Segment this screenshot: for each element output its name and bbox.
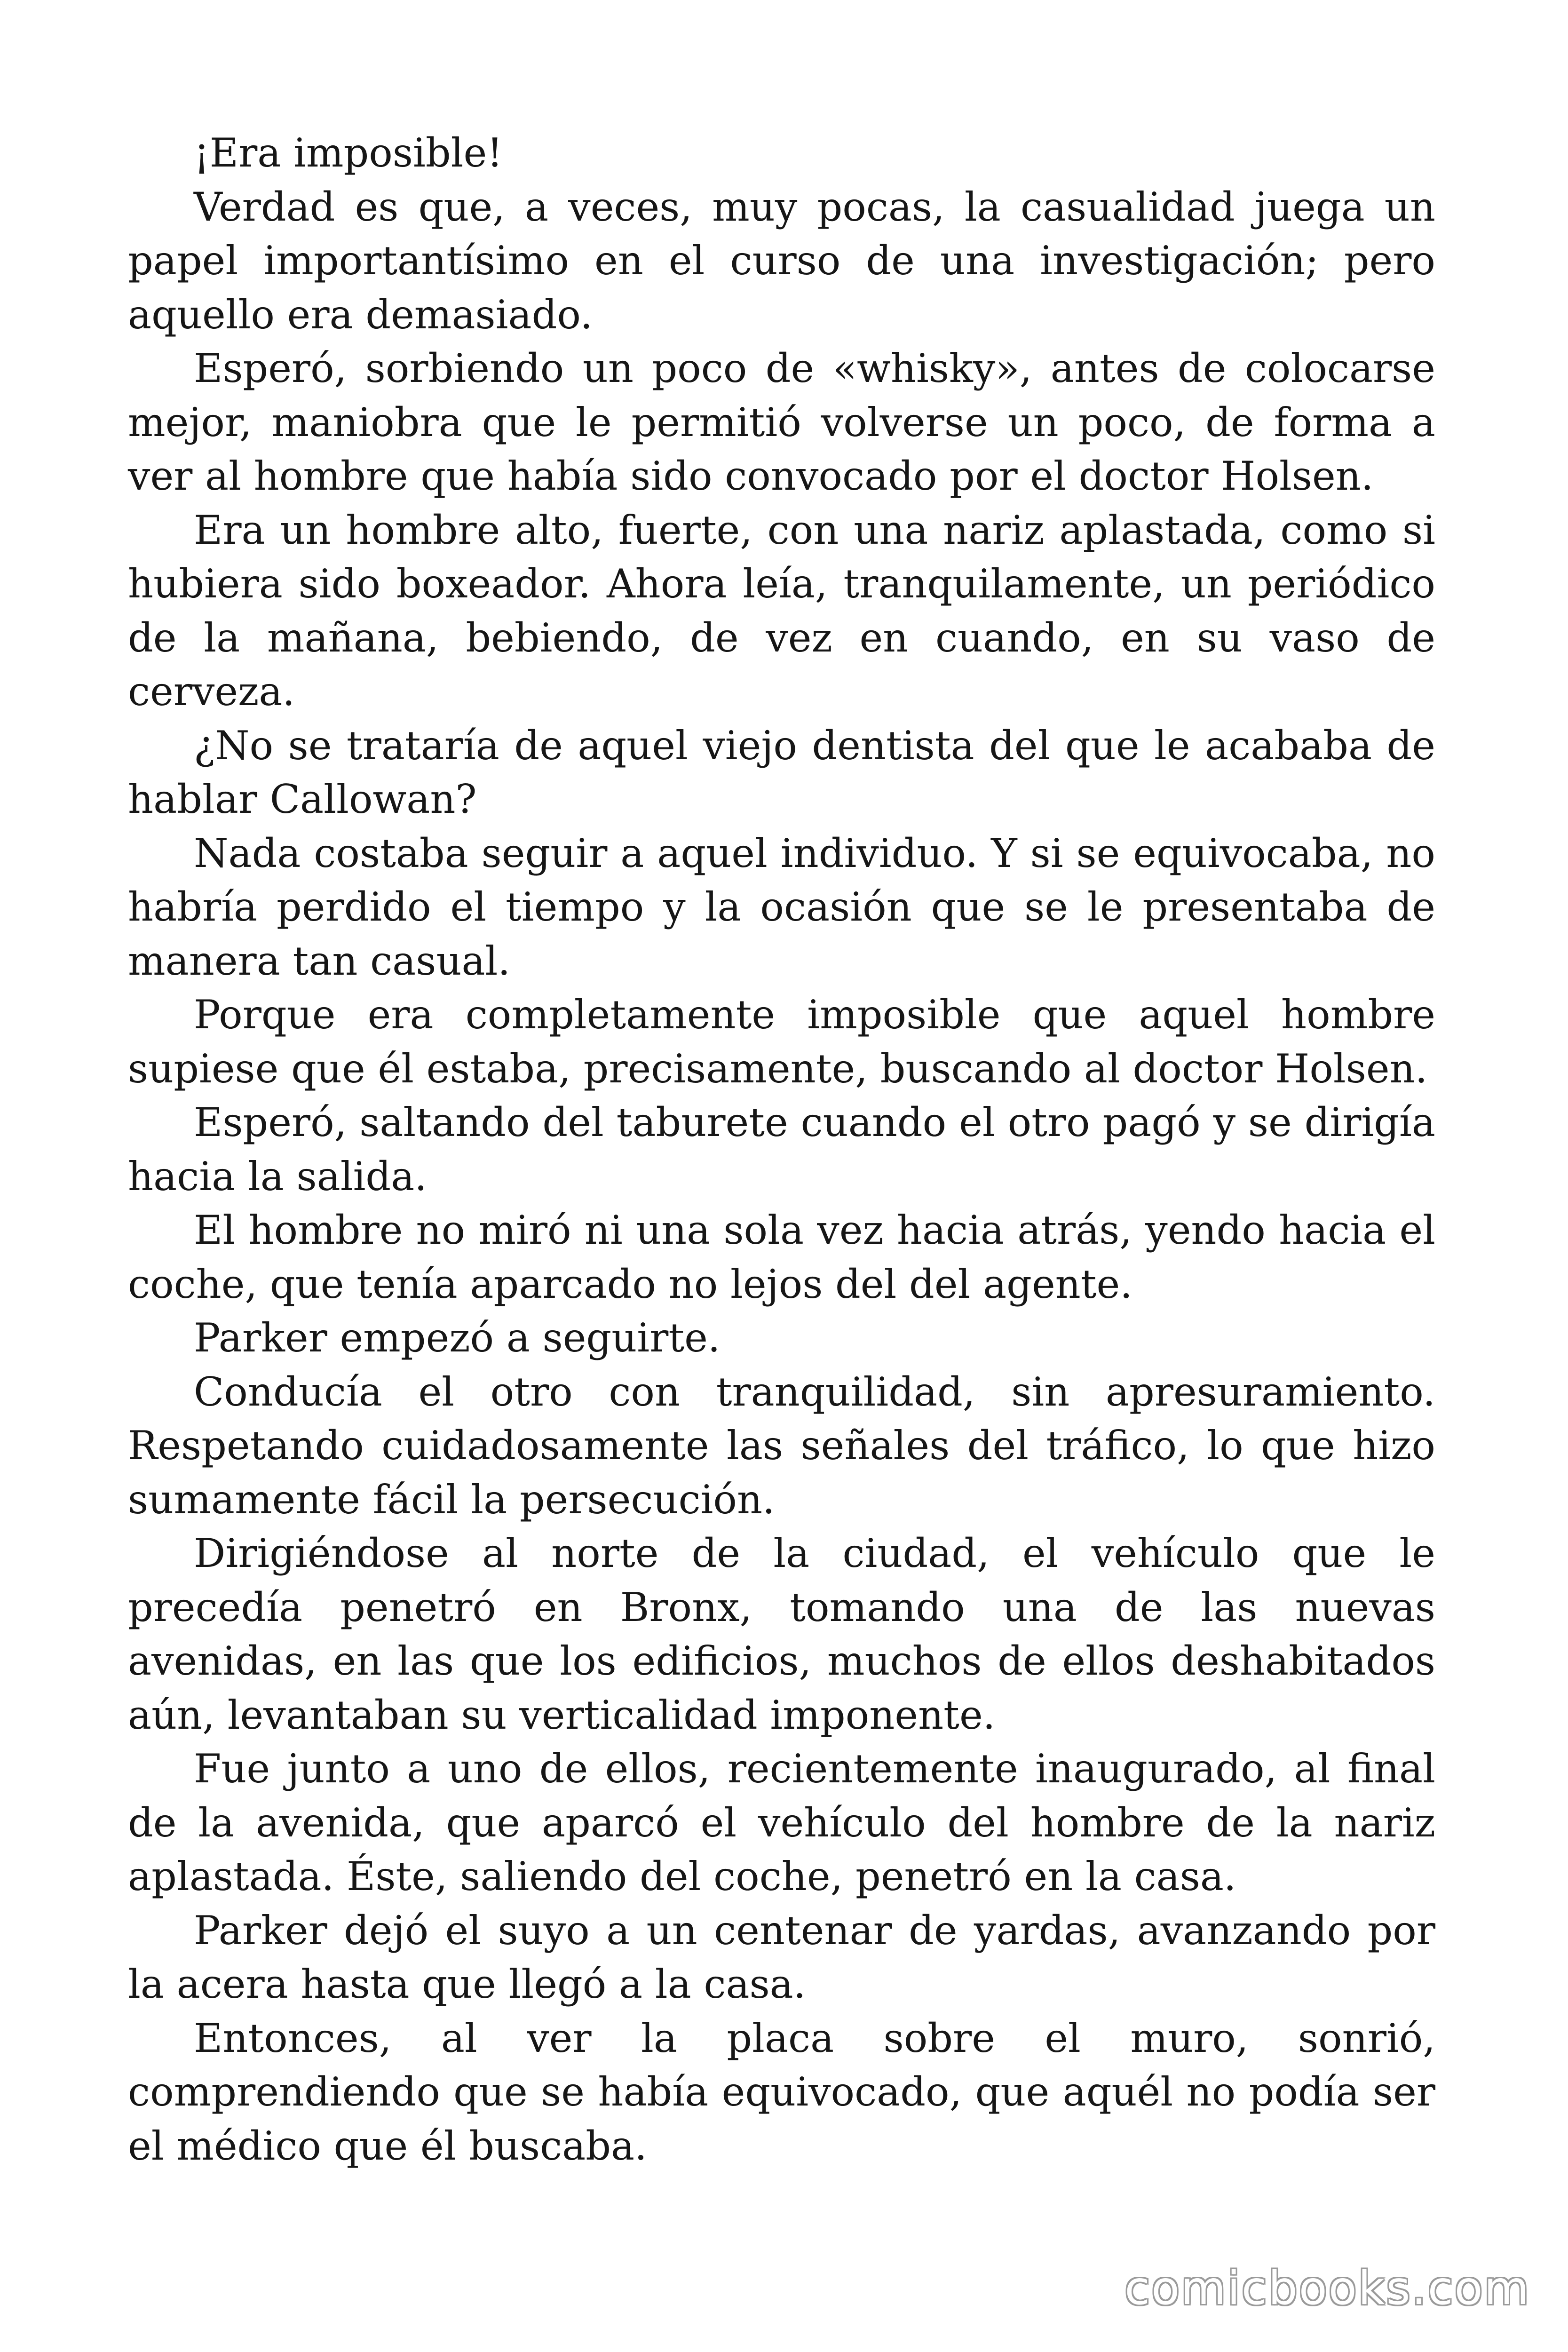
paragraph-1: ¡Era imposible!: [194, 130, 503, 176]
paragraph-8: Esperó, saltando del taburete cuando el otro pagó y se dirigía hacia la salida.: [128, 1099, 1435, 1200]
paragraph-15: Entonces, al ver la placa sobre el muro, sonrió, comprendiendo que se había equivocado, que aquél no podía ser el médico que él buscaba.: [128, 2015, 1435, 2169]
paragraph-2: Verdad es que, a veces, muy pocas, la casualidad juega un papel importantísimo en el curso de una investigación; pero aquello era demasiado.: [128, 183, 1435, 338]
paragraph-4: Era un hombre alto, fuerte, con una nariz aplastada, como si hubiera sido boxeador. Ahora leía, tranquilamente, un periódico de la mañana, bebiendo, de vez en cuando, en su vaso de cerveza.: [128, 507, 1435, 715]
paragraph-11: Conducía el otro con tranquilidad, sin apresuramiento. Respetando cuidadosamente las señales del tráfico, lo que hizo sumamente fácil la persecución.: [128, 1368, 1435, 1523]
paragraph-7: Porque era completamente imposible que aquel hombre supiese que él estaba, precisamente, buscando al doctor Holsen.: [128, 992, 1435, 1092]
paragraph-5: ¿No se trataría de aquel viejo dentista del que le acababa de hablar Callowan?: [128, 722, 1435, 822]
paragraph-6: Nada costaba seguir a aquel individuo. Y si se equivocaba, no habría perdido el tiempo y la ocasión que se le presentaba de manera tan casual.: [128, 830, 1435, 984]
paragraph-3: Esperó, sorbiendo un poco de «whisky», antes de colocarse mejor, maniobra que le permitió volverse un poco, de forma a ver al hombre que había sido convocado por el doctor Holsen.: [128, 345, 1435, 499]
watermark-logo: comicbooks.com: [1125, 2262, 1530, 2315]
paragraph-12: Dirigiéndose al norte de la ciudad, el vehículo que le precedía penetró en Bronx, tomando una de las nuevas avenidas, en las que los edificios, muchos de ellos deshabitados aún, levantaban su verticalidad imponente.: [128, 1530, 1435, 1738]
paragraph-14: Parker dejó el suyo a un centenar de yardas, avanzando por la acera hasta que llegó a la casa.: [128, 1907, 1435, 2007]
paragraph-13: Fue junto a uno de ellos, recientemente inaugurado, al final de la avenida, que aparcó el vehículo del hombre de la nariz aplastada. Éste, saliendo del coche, penetró en la casa.: [128, 1746, 1435, 1899]
paragraph-10: Parker empezó a seguirte.: [194, 1315, 721, 1361]
page-body-text: [128, 126, 1435, 2173]
paragraph-9: El hombre no miró ni una sola vez hacia atrás, yendo hacia el coche, que tenía aparcado no lejos del del agente.: [128, 1207, 1435, 1307]
